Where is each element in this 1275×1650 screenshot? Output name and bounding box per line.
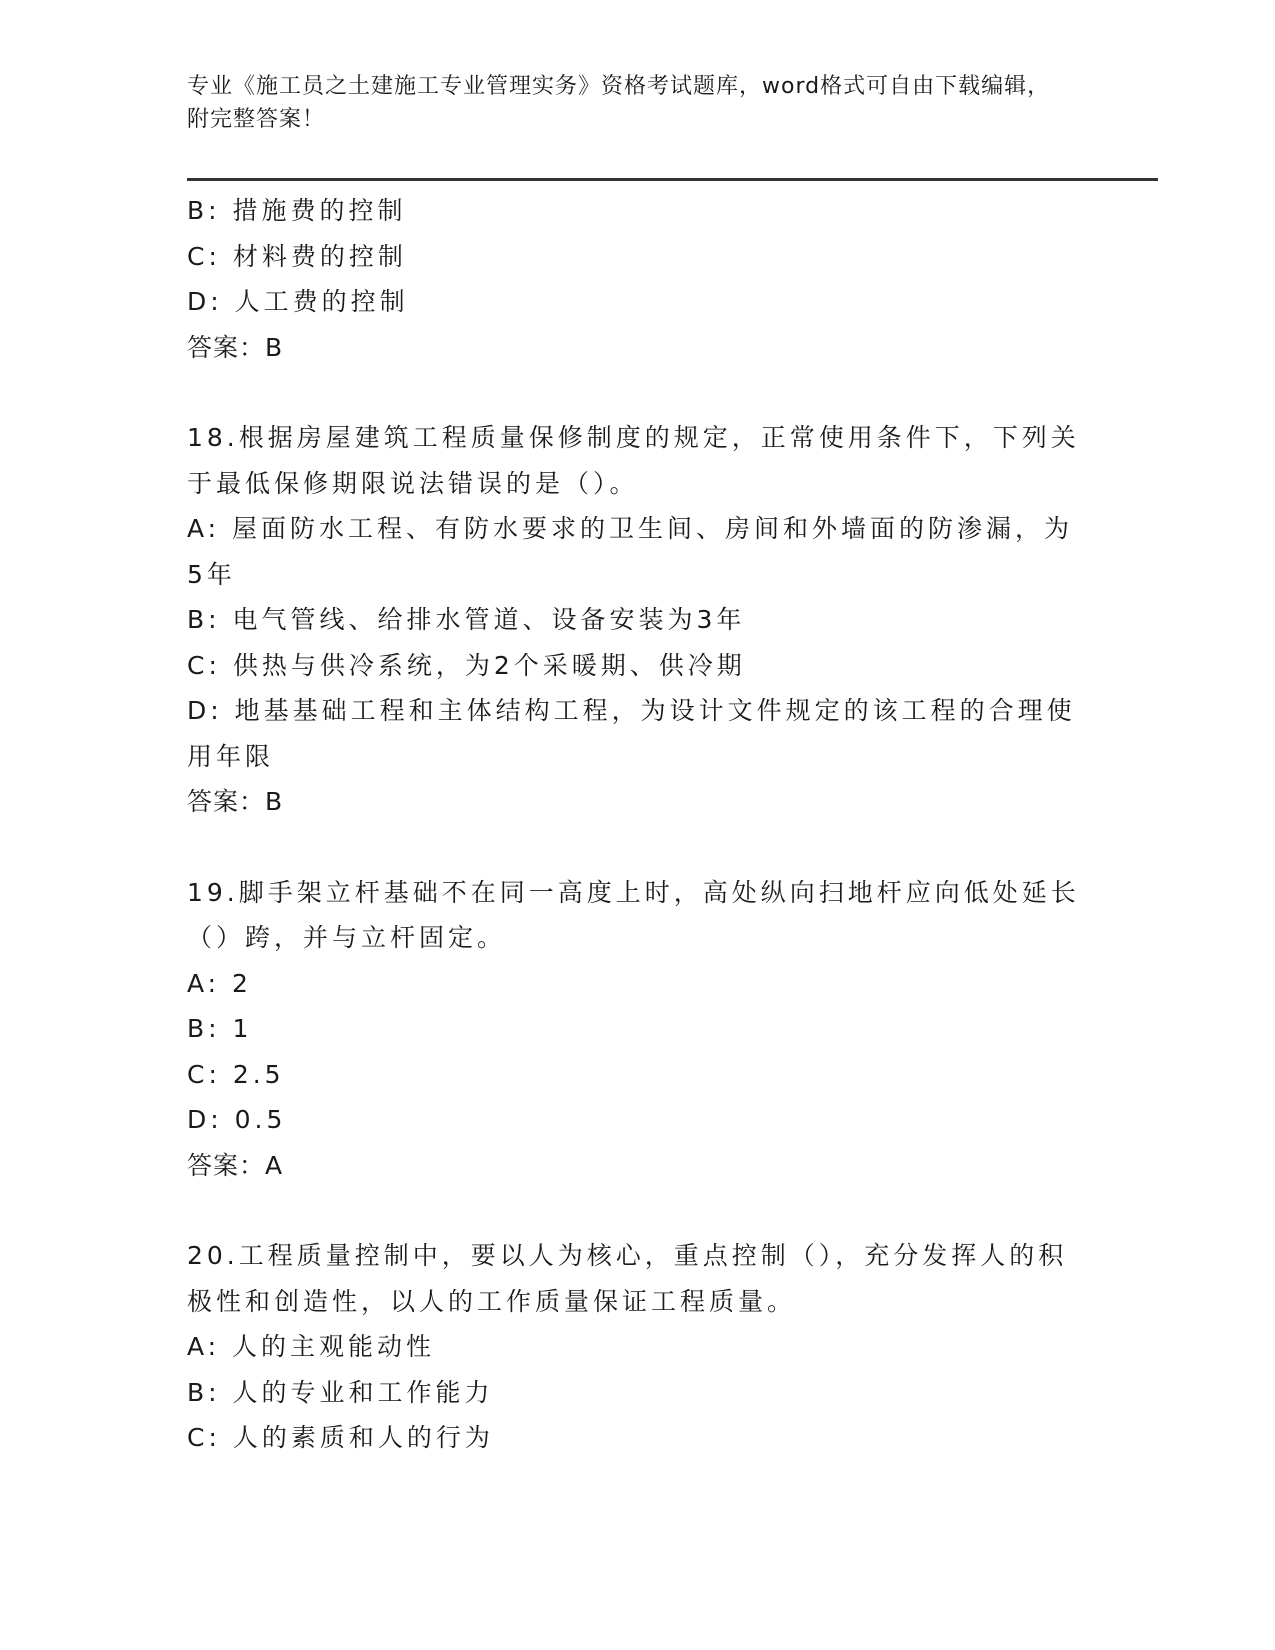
- answer: 答案：A: [187, 1150, 284, 1180]
- question-stem: 18.根据房屋建筑工程质量保修制度的规定，正常使用条件下，下列关于最低保修期限说法错误的是（）。: [187, 423, 1080, 498]
- question-19: [187, 870, 1087, 1189]
- header-rule: [187, 178, 1158, 181]
- option-c: C: 供热与供冷系统，为2个采暖期、供冷期: [187, 650, 746, 680]
- question-stem: 19.脚手架立杆基础不在同一高度上时，高处纵向扫地杆应向低处延长（）跨，并与立杆固定。: [187, 877, 1080, 952]
- option-d: D: 0.5: [187, 1105, 287, 1134]
- spacer: [187, 825, 1087, 870]
- option-b: B: 人的专业和工作能力: [187, 1377, 494, 1407]
- option-b: B: 1: [187, 1014, 253, 1043]
- question-stem: 20.工程质量控制中，要以人为核心，重点控制（），充分发挥人的积极性和创造性，以人的工作质量保证工程质量。: [187, 1241, 1068, 1316]
- option-d: D: 人工费的控制: [187, 287, 409, 316]
- header-note: 专业《施工员之土建施工专业管理实务》资格考试题库，word格式可自由下载编辑，附完整答案！: [187, 74, 1051, 132]
- spacer: [187, 1188, 1087, 1233]
- question-18: [187, 415, 1087, 825]
- spacer: [187, 370, 1087, 415]
- answer: 答案：B: [187, 332, 284, 362]
- document-page: [187, 70, 1087, 1452]
- question-20: [187, 1233, 1087, 1461]
- option-a: A: 屋面防水工程、有防水要求的卫生间、房间和外墙面的防渗漏，为5年: [187, 514, 1074, 589]
- question-content: [187, 188, 1087, 1461]
- option-c: C: 2.5: [187, 1059, 285, 1089]
- option-c: C: 材料费的控制: [187, 241, 407, 271]
- option-c: C: 人的素质和人的行为: [187, 1423, 494, 1452]
- answer: 答案：B: [187, 787, 284, 816]
- option-b: B: 措施费的控制: [187, 196, 407, 225]
- option-b: B: 电气管线、给排水管道、设备安装为3年: [187, 605, 746, 634]
- option-a: A: 2: [187, 968, 252, 998]
- question-17-tail: [187, 188, 1087, 370]
- option-a: A: 人的主观能动性: [187, 1332, 436, 1361]
- option-d: D: 地基基础工程和主体结构工程，为设计文件规定的该工程的合理使用年限: [187, 696, 1076, 771]
